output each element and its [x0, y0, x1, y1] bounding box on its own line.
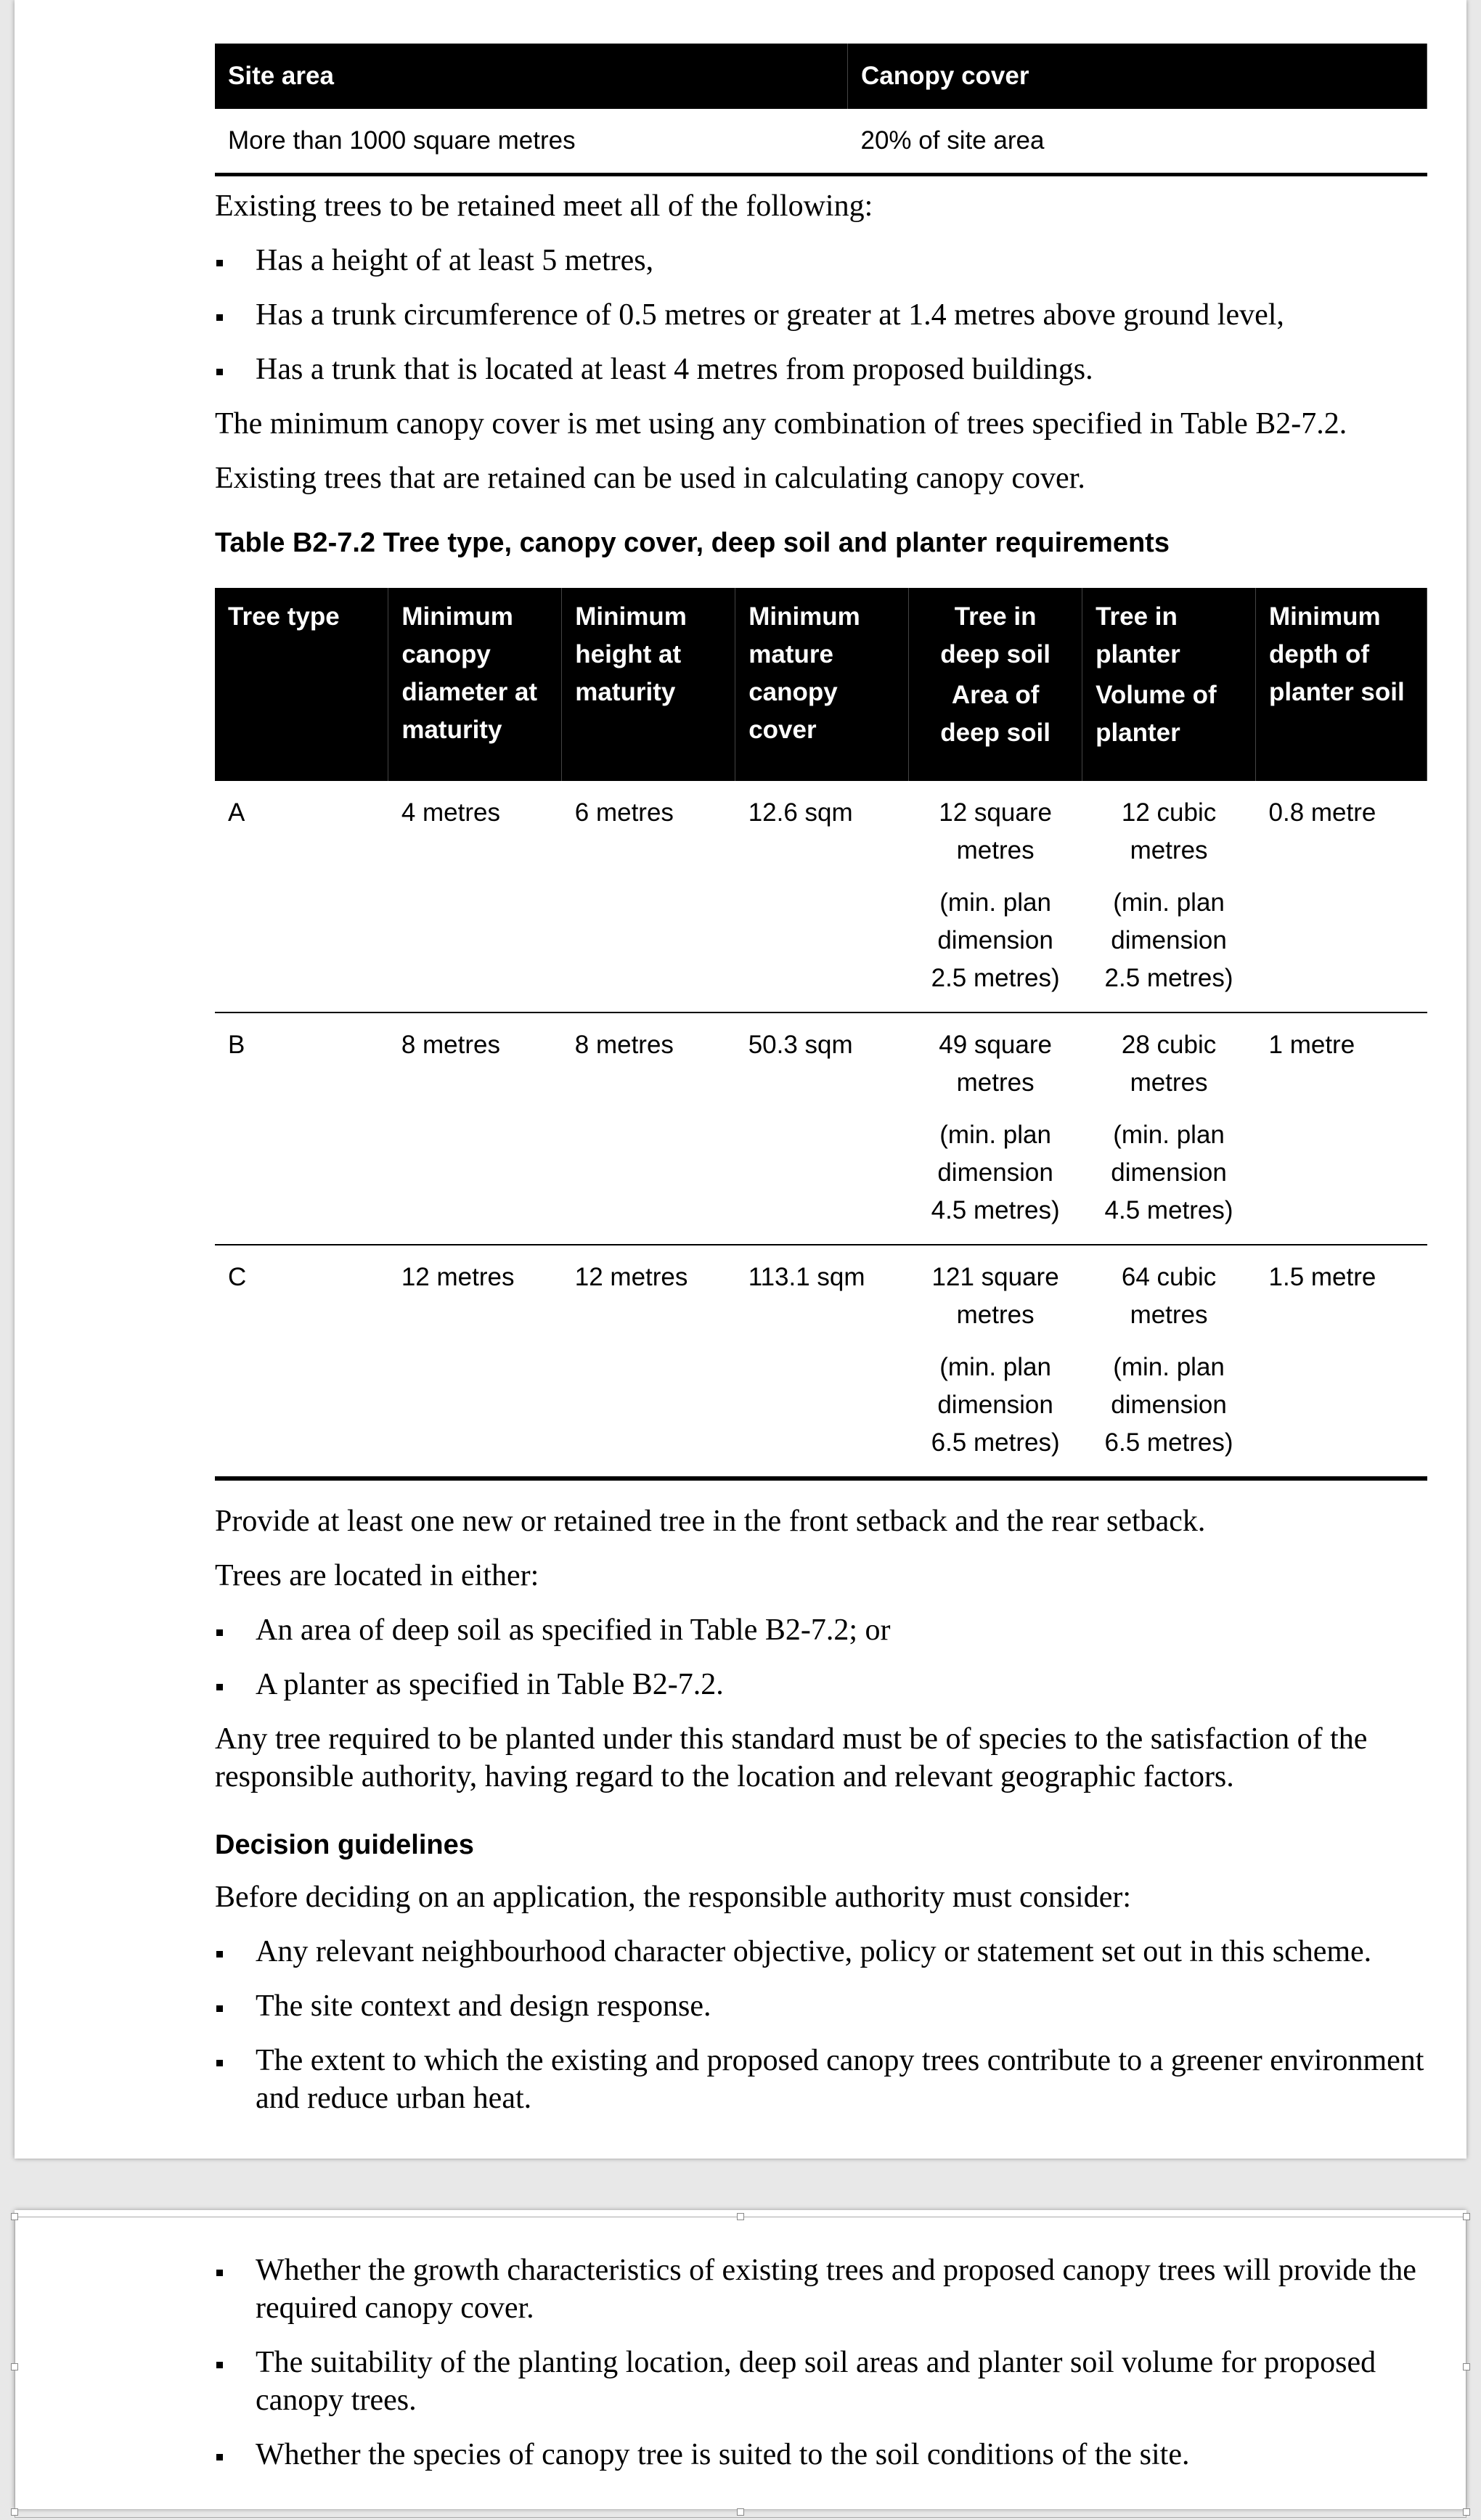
- resize-handle-bottom-right[interactable]: [1463, 2508, 1470, 2516]
- header-min-height: Minimum height at maturity: [562, 588, 735, 781]
- list-item: Has a height of at least 5 metres,: [215, 242, 1427, 279]
- cell-depth: 1.5 metre: [1256, 1245, 1427, 1478]
- cell-deep-soil: 49 square metres (min. plan dimension 4.5 metres): [909, 1012, 1082, 1245]
- location-list: [215, 1611, 1427, 1703]
- cell-planter: 12 cubic metres (min. plan dimension 2.5 metres): [1082, 781, 1256, 1012]
- list-item: Whether the growth characteristics of existing trees and proposed canopy trees will provide the required canopy cover.: [215, 2251, 1427, 2327]
- tree-location-section: [215, 1502, 1427, 1796]
- decision-list: [215, 1933, 1427, 2117]
- cell-deep-soil: 121 square metres (min. plan dimension 6.5 metres): [909, 1245, 1082, 1478]
- resize-handle-bottom-left[interactable]: [11, 2508, 18, 2516]
- cell-canopy-cover: 12.6 sqm: [735, 781, 909, 1012]
- cell-canopy-diameter: 8 metres: [388, 1012, 562, 1245]
- resize-handle-middle-left[interactable]: [11, 2363, 18, 2370]
- cell-canopy-diameter: 4 metres: [388, 781, 562, 1012]
- list-item: The site context and design response.: [215, 1987, 1427, 2025]
- list-item: A planter as specified in Table B2-7.2.: [215, 1666, 1427, 1703]
- decision-intro: Before deciding on an application, the responsible authority must consider:: [215, 1881, 1132, 1914]
- decision-heading-container: [215, 1826, 1427, 1864]
- list-item: Has a trunk that is located at least 4 metres from proposed buildings.: [215, 351, 1427, 388]
- cell-planter: 64 cubic metres (min. plan dimension 6.5 metres): [1082, 1245, 1256, 1478]
- resize-handle-middle-right[interactable]: [1463, 2363, 1470, 2370]
- header-planter-depth: Minimum depth of planter soil: [1256, 588, 1427, 781]
- decision-guidelines-section: [215, 1878, 1427, 2117]
- retain-intro: Existing trees to be retained meet all of the following:: [215, 189, 873, 223]
- table-caption: Table B2-7.2 Tree type, canopy cover, deep soil and planter requirements: [215, 528, 1170, 558]
- cell-deep-soil: 12 square metres (min. plan dimension 2.5 metres): [909, 781, 1082, 1012]
- cell-height: 8 metres: [562, 1012, 735, 1245]
- cell-height: 12 metres: [562, 1245, 735, 1478]
- decision-guidelines-continued: [215, 2251, 1427, 2474]
- retained-calculation-text: Existing trees that are retained can be used in calculating canopy cover.: [215, 462, 1085, 495]
- cell-depth: 0.8 metre: [1256, 781, 1427, 1012]
- header-planter: Tree in planter Volume of planter: [1082, 588, 1256, 781]
- resize-handle-top-left[interactable]: [11, 2213, 18, 2220]
- list-item: Has a trunk circumference of 0.5 metres or greater at 1.4 metres above ground level,: [215, 296, 1427, 334]
- canopy-cover-header: Canopy cover: [848, 44, 1427, 109]
- retain-list: [215, 242, 1427, 388]
- located-in-text: Trees are located in either:: [215, 1559, 539, 1592]
- site-area-value: More than 1000 square metres: [215, 109, 848, 175]
- table-row: [215, 1012, 1427, 1245]
- retained-trees-section: [215, 187, 1427, 497]
- tree-table-container: [215, 588, 1427, 1481]
- cell-tree-type: C: [215, 1245, 388, 1478]
- list-item: Any relevant neighbourhood character objective, policy or statement set out in this scheme.: [215, 1933, 1427, 1971]
- resize-handle-top-center[interactable]: [737, 2213, 744, 2220]
- site-area-table: [215, 44, 1427, 176]
- header-deep-soil: Tree in deep soil Area of deep soil: [909, 588, 1082, 781]
- decision-list-continued: [215, 2251, 1427, 2474]
- cell-depth: 1 metre: [1256, 1012, 1427, 1245]
- setback-text: Provide at least one new or retained tree in the front setback and the rear setback.: [215, 1505, 1206, 1538]
- site-area-header: Site area: [215, 44, 848, 109]
- table-row: [215, 781, 1427, 1012]
- cell-tree-type: A: [215, 781, 388, 1012]
- cell-canopy-cover: 113.1 sqm: [735, 1245, 909, 1478]
- table-row: [215, 1245, 1427, 1478]
- header-canopy-cover: Minimum mature canopy cover: [735, 588, 909, 781]
- list-item: The extent to which the existing and proposed canopy trees contribute to a greener environment and reduce urban heat.: [215, 2042, 1427, 2117]
- list-item: The suitability of the planting location, deep soil areas and planter soil volume for proposed canopy trees.: [215, 2344, 1427, 2419]
- resize-handle-top-right[interactable]: [1463, 2213, 1470, 2220]
- species-text: Any tree required to be planted under this standard must be of species to the satisfaction of the responsible authority, having regard to the location and relevant geographic factors.: [215, 1722, 1368, 1793]
- tree-requirements-table: [215, 588, 1427, 1481]
- resize-handle-bottom-center[interactable]: [737, 2508, 744, 2516]
- cell-canopy-cover: 50.3 sqm: [735, 1012, 909, 1245]
- list-item: An area of deep soil as specified in Table B2-7.2; or: [215, 1611, 1427, 1649]
- cell-planter: 28 cubic metres (min. plan dimension 4.5 metres): [1082, 1012, 1256, 1245]
- list-item: Whether the species of canopy tree is suited to the soil conditions of the site.: [215, 2436, 1427, 2474]
- canopy-cover-value: 20% of site area: [848, 109, 1427, 175]
- table-caption-container: [215, 524, 1427, 562]
- cell-height: 6 metres: [562, 781, 735, 1012]
- cell-canopy-diameter: 12 metres: [388, 1245, 562, 1478]
- header-tree-type: Tree type: [215, 588, 388, 781]
- site-area-table-container: [215, 44, 1427, 176]
- cell-tree-type: B: [215, 1012, 388, 1245]
- canopy-combination-text: The minimum canopy cover is met using any combination of trees specified in Table B2-7.2.: [215, 407, 1347, 441]
- table-header-row: [215, 588, 1427, 781]
- header-canopy-diameter: Minimum canopy diameter at maturity: [388, 588, 562, 781]
- decision-guidelines-heading: Decision guidelines: [215, 1830, 474, 1860]
